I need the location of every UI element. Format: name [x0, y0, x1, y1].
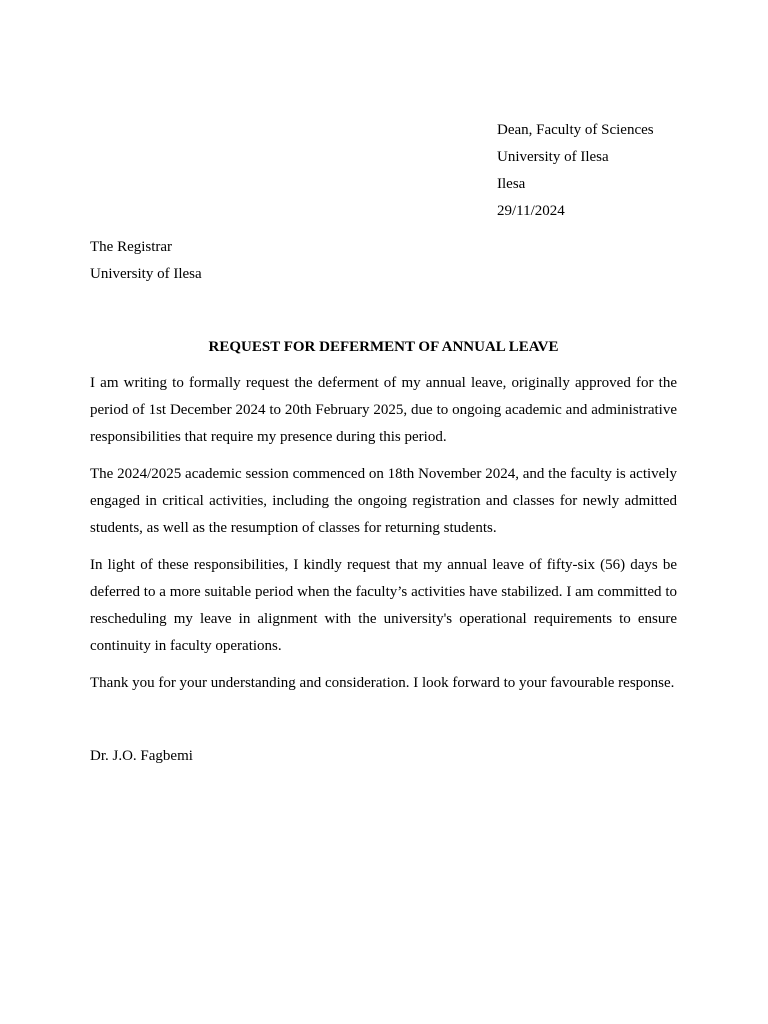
body-paragraph: Thank you for your understanding and consideration. I look forward to your favourable response. — [90, 675, 675, 691]
letter-date: 29/11/2024 — [497, 203, 565, 219]
sender-address — [497, 117, 737, 225]
recipient-title: The Registrar — [90, 239, 173, 255]
sender-title: Dean, Faculty of Sciences — [497, 122, 654, 138]
letter-subject: REQUEST FOR DEFERMENT OF ANNUAL LEAVE — [208, 339, 559, 355]
body-paragraph: I am writing to formally request the deferment of my annual leave, originally approved for the period of 1st December 2024 to 20th February 2025, due to ongoing academic and administrative responsibilities that require my presence during this period. — [90, 375, 677, 445]
recipient-address — [90, 234, 390, 288]
sender-city: Ilesa — [497, 176, 526, 192]
body-paragraph: In light of these responsibilities, I kindly request that my annual leave of fifty-six (56) days be deferred to a more suitable period when the faculty’s activities have stabilized. I am committed to rescheduling my leave in alignment with the university's operational requirements to ensure continuity in faculty operations. — [90, 557, 677, 654]
signature-name: Dr. J.O. Fagbemi — [90, 748, 193, 764]
recipient-institution: University of Ilesa — [90, 266, 202, 282]
body-paragraph: The 2024/2025 academic session commenced on 18th November 2024, and the faculty is actively engaged in critical activities, including the ongoing registration and classes for newly admitted students, as well as the resumption of classes for returning students. — [90, 466, 677, 536]
letter-body — [90, 370, 677, 707]
sender-institution: University of Ilesa — [497, 149, 609, 165]
